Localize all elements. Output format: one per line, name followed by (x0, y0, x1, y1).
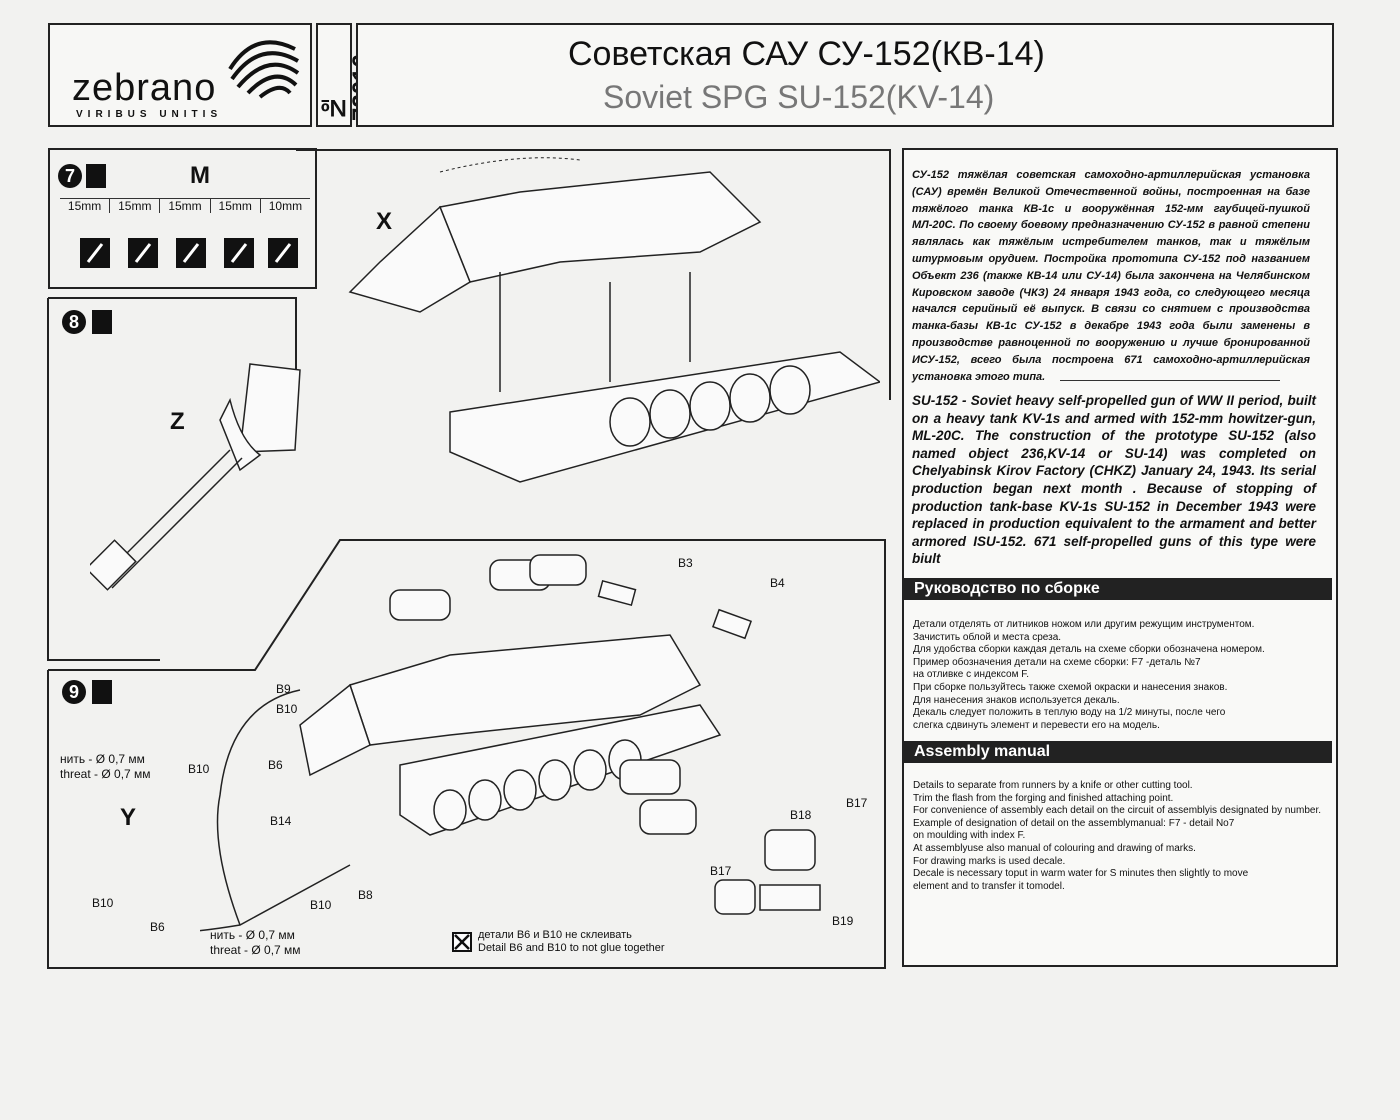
manual-ru-body (913, 619, 1323, 732)
part-b10: B10 (276, 702, 298, 716)
manual-ru-line: на отливке с индексом F. (913, 669, 1030, 681)
manual-en-line: element and to transfer it tomodel. (913, 880, 1065, 892)
no-glue-note-en: Detail B6 and B10 to not glue together (478, 942, 665, 954)
callout-y: Y (120, 804, 137, 831)
water-drop-icon (92, 310, 112, 334)
history-en: SU-152 - Soviet heavy self-propelled gun of WW II period, built on a heavy tank KV-1s and armed with 152-mm howitzer-gun, ML-20C. The construction of the prototype SU-152 (also named object 236,KV-14 or SU-14) was completed on Chelyabinsk Kirov Factory (CHKZ) January 24, 1943. Its serial production began next month . Because of stopping of production tank-base KV-1s SU-152 in December 1943 were replaced in production equivalent to the armament and better armored ISU-152. 671 self-propelled guns of this type were biult (912, 393, 1316, 567)
manual-en-line: Decale is necessary toput in warm water for S minutes then slightly to move (913, 868, 1249, 880)
width-label: 15mm (160, 199, 210, 213)
manual-en-heading: Assembly manual (904, 741, 1332, 763)
title-russian: Советская САУ СУ-152(КВ-14) (568, 35, 1045, 73)
part-b17: B17 (710, 864, 732, 878)
brand-tagline: VIRIBUS UNITIS (76, 109, 223, 120)
catalog-number: № (320, 94, 347, 121)
manual-ru-line: Декаль следует положить в теплую воду на 1/2 минуты, после чего (913, 707, 1226, 719)
part-b9: B9 (276, 682, 291, 696)
part-b14: B14 (270, 814, 292, 828)
title-english: Soviet SPG SU-152(KV-14) (603, 79, 995, 115)
catalog-box (316, 23, 352, 127)
thread-label-ru-bottom: нить - Ø 0,7 мм (210, 928, 295, 942)
zebrano-stripes-logo (210, 29, 300, 99)
logo-box (48, 23, 312, 127)
step-9-number: 9 (62, 680, 86, 704)
callout-x: X (376, 208, 393, 235)
width-label: 15mm (60, 199, 110, 213)
part-b8: B8 (358, 888, 373, 902)
manual-en-line: For drawing marks is used decale. (913, 855, 1066, 867)
manual-ru-heading: Руководство по сборке (904, 578, 1332, 600)
material-code: M (190, 162, 210, 189)
manual-en-line: At assemblyuse also manual of colouring and drawing of marks. (913, 842, 1196, 854)
manual-ru-line: слегка сдвинуть элемент и перевести его на модель. (913, 719, 1160, 731)
part-b17: B17 (846, 796, 868, 810)
manual-en-line: Details to separate from runners by a knife or other cutting tool. (913, 780, 1193, 791)
part-b10: B10 (92, 896, 114, 910)
manual-ru-line: Пример обозначения детали на схеме сборки: F7 -деталь №7 (913, 656, 1201, 668)
manual-en-line: For convenience of assembly each detail on the circuit of assemblyis designated by number. (913, 805, 1321, 817)
spg-hull-drawing (320, 152, 880, 522)
manual-ru-line: Для нанесения знаков используется декаль. (913, 694, 1120, 706)
part-b18: B18 (790, 808, 812, 822)
water-drop-icon (92, 680, 112, 704)
part-b4: B4 (770, 576, 785, 590)
step-7-number: 7 (58, 164, 82, 188)
history-ru: СУ-152 тяжёлая советская самоходно-артиллерийская установка (САУ) времён Великой Отечественной войны, построенная на базе тяжёлого танка КВ-1с и вооружённая 152-мм гаубицей-пушкой МЛ-20С. По своему боевому предназначению СУ-152 в равной степени являлась как тяжёлым истребителем танков, так и тяжёлым штурмовым орудием. Постройка прототипа СУ-152 под названием Объект 236 (также КВ-14 или СУ-14) была закончена на Челябинском Кировском заводе (ЧКЗ) 24 января 1943 года, со следующего месяца начался серийный её выпуск. В связи со снятием с производства танка-базы КВ-1с СУ-152 в декабре 1943 года были заменены в производстве равноценной по вооружению и лучше бронированной ИСУ-152, всего была построена 671 самоходно-артиллерийская установка этого типа. (912, 169, 1310, 383)
brand-name: zebrano (72, 67, 217, 109)
manual-en-body (913, 780, 1328, 893)
part-b19: B19 (832, 914, 854, 928)
manual-ru-line: При сборке пользуйтесь также схемой окраски и нанесения знаков. (913, 681, 1228, 693)
manual-ru-line: Детали отделять от литников ножом или другим режущим инструментом. (913, 619, 1255, 630)
title-box (356, 23, 1334, 127)
part-b10: B10 (310, 898, 332, 912)
step-9-assembly-drawing (200, 545, 840, 945)
part-b6: B6 (268, 758, 283, 772)
step-8-number: 8 (62, 310, 86, 334)
manual-en-line: on moulding with index F. (913, 830, 1026, 842)
manual-en-line: Example of designation of detail on the assemblymanual: F7 - detail No7 (913, 817, 1235, 829)
width-label: 15mm (110, 199, 160, 213)
part-b10: B10 (188, 762, 210, 776)
part-b3: B3 (678, 556, 693, 570)
manual-ru-line: Для удобства сборки каждая деталь на схеме сборки обозначена номером. (913, 644, 1265, 656)
part-b6: B6 (150, 920, 165, 934)
thread-label-en-bottom: threat - Ø 0,7 мм (210, 943, 301, 957)
width-label: 10mm (268, 199, 303, 213)
divider (1060, 380, 1280, 381)
width-label: 15mm (211, 199, 261, 213)
manual-en-line: Trim the flash from the forging and finished attaching point. (913, 792, 1174, 804)
thread-label-ru: нить - Ø 0,7 мм (60, 752, 145, 766)
no-glue-note-ru: детали B6 и B10 не склеивать (478, 929, 632, 941)
manual-ru-line: Зачистить облой и места среза. (913, 631, 1062, 643)
callout-z: Z (170, 408, 185, 435)
thread-label-en: threat - Ø 0,7 мм (60, 767, 151, 781)
no-glue-icon (452, 932, 472, 952)
